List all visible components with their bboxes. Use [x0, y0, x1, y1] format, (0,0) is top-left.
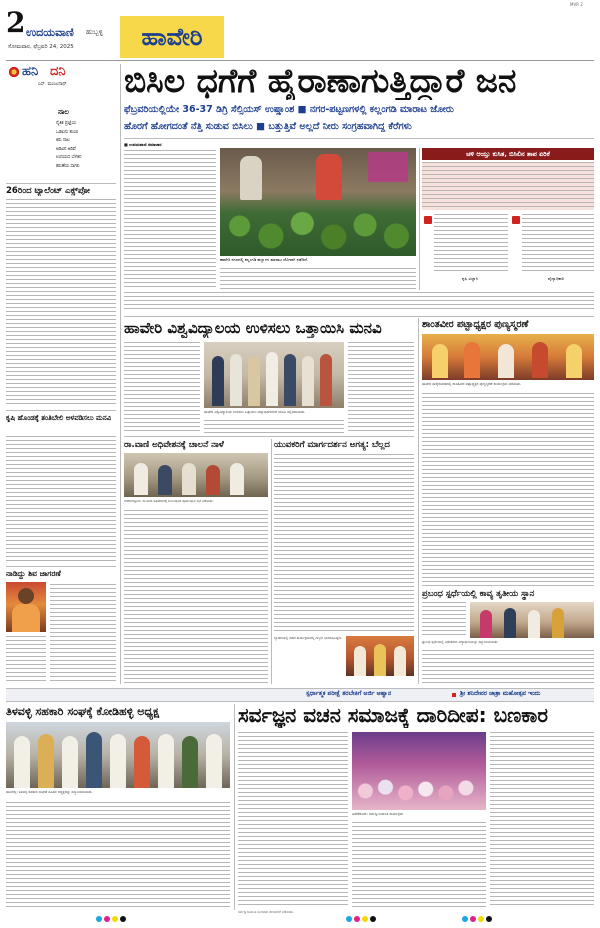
- memorandum-group-photo: [204, 342, 344, 408]
- poem-title: ನಾಲ: [58, 108, 69, 116]
- sarvajna-caption-1: ಹಿರೇಕೆರೂರು: ಸರ್ವಜ್ಞ ಜಯಂತಿ ಕಾರ್ಯಕ್ರಮ: [352, 812, 404, 816]
- sarvajna-jayanti-photo: [352, 732, 486, 810]
- poem-body: [56, 120, 116, 171]
- poem-line: ನೈತಿಕ ಪ್ರಜ್ಞೆಯ: [56, 121, 77, 126]
- adhiveshana-caption: ರಾಣೇಬೆನ್ನೂರು: ರಾ.ವಾಣಿ ಅಧಿವೇಶನಕ್ಕೆ ಸಂಬಂಧಿಸಿದ ಪೂರ್ವಭಾವಿ ಸಭೆ ನಡೆಯಿತು.: [124, 499, 214, 503]
- adhiveshana-headline: ರಾ.ವಾಣಿ ಅಧಿವೇಶನಕ್ಕೆ ಚಾಲನೆ ನಾಳೆ: [124, 440, 224, 450]
- quote-text: [434, 214, 508, 274]
- poem-line: ಉದಯದ ಬೆಳಕಿನ: [56, 155, 82, 160]
- divider: [422, 585, 594, 586]
- info-box-body: [422, 162, 594, 210]
- corner-tag: MVR 2: [570, 2, 583, 7]
- essay-contest-headline: ಪ್ರಬಂಧ ಸ್ಪರ್ಧೆಯಲ್ಲಿ ಕಾವ್ಯ ತೃತೀಯ ಸ್ಥಾನ: [422, 589, 535, 599]
- cooperative-headline: ತಿಳವಳ್ಳಿ ಸಹಕಾರಿ ಸಂಘಕ್ಕೆ ಕೋಡಿಹಳ್ಳಿ ಅಧ್ಯಕ್ಷ: [6, 705, 160, 718]
- date-line: ಸೋಮವಾರ, ಫೆಬ್ರವರಿ 24, 2025: [8, 44, 74, 50]
- poem-line: ಕಿರು ನಾಲ: [56, 138, 70, 143]
- article-body: [124, 342, 200, 432]
- hani-label: ಹನಿ: [22, 64, 39, 79]
- article-body: [6, 199, 116, 407]
- registration-dot: [96, 916, 102, 922]
- article-body: [422, 393, 594, 583]
- left-headline-farm-pond: ಕೃಷಿ ಹೊಂಡಕ್ಕೆ ತಂತಿಬೇಲಿ ಅಳವಡಿಸಲು ಮನವಿ: [6, 414, 112, 422]
- info-box: [422, 148, 594, 290]
- column-rule: [120, 64, 121, 684]
- sarvajna-caption-2: ಸರ್ವಜ್ಞ ಜಯಂತಿ ಅಂಗವಾಗಿ ಮೆರವಣಿಗೆ ನಡೆಯಿತು.: [238, 910, 294, 914]
- masthead: [0, 0, 600, 62]
- youth-guidance-headline: ಯುವಕರಿಗೆ ಮಾರ್ಗದರ್ಶನ ಅಗತ್ಯ: ಬೆಲ್ಲದ: [274, 440, 390, 450]
- registration-dot: [362, 916, 368, 922]
- cooperative-caption: ಹಾನಗಲ್ಲ: ತಿಳವಳ್ಳಿ ಸಹಕಾರಿ ಸಂಘದ ನೂತನ ಅಧ್ಯಕ್ಷರನ್ನು ಸನ್ಮಾನಿಸಲಾಯಿತು.: [6, 790, 93, 794]
- main-deck-1: ಫೆಬ್ರವರಿಯಲ್ಲಿಯೇ 36-37 ಡಿಗ್ರಿ ಸೆಲ್ಸಿಯಸ್ ಉಷ್ಣಾಂಶ ■ ನಗರ-ಪಟ್ಟಣಗಳಲ್ಲಿ ಕಲ್ಲಂಗಡಿ ಮಾರಾಟ ಜೋರು: [124, 104, 454, 115]
- ticker-item: ಸ್ಪರ್ಧಾತ್ಮಕ ಪರೀಕ್ಷೆ ತರಬೇತಿಗೆ ಅರ್ಜಿ ಆಹ್ವಾನ: [306, 690, 392, 697]
- essay-contest-photo: [470, 602, 594, 638]
- main-photo-caption: ಹಾವೇರಿ ನಗರದಲ್ಲಿ ಕಲ್ಲಂಗಡಿ ಹಣ್ಣುಗಳ ಮಾರಾಟ ಜೋರಾಗಿ ನಡೆದಿದೆ.: [220, 258, 309, 262]
- article-body: [204, 420, 344, 434]
- ticker-item: ಶ್ರೀ ಶನಿದೇವರ ಜಾತ್ರಾ ಮಹೋತ್ಸವ ಇಂದು: [460, 690, 541, 697]
- quote-author: ವೈದ್ಯಾಧಿಕಾರಿ: [548, 276, 564, 281]
- article-body: [220, 268, 416, 290]
- left-headline-talent-expo: 26ರಿಂದ ಟ್ಯಾಲೆಂಟ್ ಎಕ್ಸ್‌ಪೋ: [6, 186, 90, 196]
- registration-dot: [112, 916, 118, 922]
- dani-label: ದನಿ: [50, 64, 66, 79]
- hani-dani-author: ಎಸ್. ಮಂಜುನಾಥ್: [38, 82, 67, 87]
- main-headline: ಬಿಸಿಲ ಧಗೆಗೆ ಹೈರಾಣಾಗುತ್ತಿದ್ದಾರೆ ಜನ: [124, 62, 517, 100]
- hani-dani-box: [6, 64, 116, 182]
- quote-text: [522, 214, 594, 274]
- column-rule: [419, 148, 420, 290]
- registration-dot: [478, 916, 484, 922]
- column-rule: [234, 704, 235, 910]
- ticker-bullet-icon: [452, 693, 456, 697]
- divider: [124, 138, 594, 139]
- registration-dot: [354, 916, 360, 922]
- registration-dot: [370, 916, 376, 922]
- article-body: [422, 602, 466, 638]
- article-body: [50, 584, 116, 684]
- seer-portrait-photo: [6, 582, 46, 632]
- left-headline-shivajagarane: ನಾಡಿದ್ದು ಶಿವ ಜಾಗರಣೆ: [6, 569, 61, 578]
- registration-dot: [120, 916, 126, 922]
- article-body: [348, 342, 414, 432]
- flower-icon: [8, 66, 20, 78]
- article-body: [238, 732, 348, 908]
- divider: [6, 183, 116, 184]
- cooperative-felicitation-photo: [6, 722, 230, 788]
- registration-dot: [470, 916, 476, 922]
- youth-event-caption: ಬ್ಯಾಡಗಿಯಲ್ಲಿ ನಡೆದ ಕಾರ್ಯಕ್ರಮದಲ್ಲಿ ಗಣ್ಯರು ಭಾಗವಹಿಸಿದ್ದರು.: [274, 636, 343, 640]
- mutt-event-photo: [422, 334, 594, 380]
- punyasmarane-headline: ಶಾಂತವೀರ ಪಟ್ಟಾಧ್ಯಕ್ಷರ ಪುಣ್ಯಸ್ಮರಣೆ: [422, 319, 529, 330]
- quote-icon: [512, 216, 520, 224]
- ticker-strip: [6, 688, 594, 702]
- info-box-title: ಚಳಿ ಆಯ್ತು ಕುಸಿತ, ಬಿಸಿಲಿನ ತಾಪ ಏರಿಕೆ: [422, 148, 594, 160]
- edition-tag: ಹುಬ್ಬಳ್ಳಿ: [86, 28, 103, 36]
- article-body: [124, 292, 594, 312]
- registration-dot: [486, 916, 492, 922]
- registration-dot: [104, 916, 110, 922]
- article-body: [6, 436, 116, 564]
- district-name: ಹಾವೇರಿ: [141, 23, 203, 51]
- poem-line: ಒಡಲನು ತುಂಬಿ: [56, 129, 78, 135]
- divider: [6, 410, 116, 411]
- essay-contest-caption: ಪ್ರಬಂಧ ಸ್ಪರ್ಧೆಯಲ್ಲಿ ವಿಜೇತರಾದ ವಿದ್ಯಾರ್ಥಿನಿಯನ್ನು ಸನ್ಮಾನಿಸಲಾಯಿತು.: [422, 640, 499, 644]
- paper-name: ಉದಯವಾಣಿ: [26, 26, 74, 39]
- main-deck-2: ಹೊರಗೆ ಹೋಗದಂತೆ ನೆತ್ತಿ ಸುಡುವ ಬಿಸಿಲು ■ ಬತ್ತುತ್ತಿವೆ ಅಲ್ಲದೆ ನೀರು ಸಂಗ್ರಹವಾಗಿದ್ದ ಕೆರೆಗಳು: [124, 121, 412, 132]
- university-headline: ಹಾವೇರಿ ವಿಶ್ವವಿದ್ಯಾಲಯ ಉಳಿಸಲು ಒತ್ತಾಯಿಸಿ ಮನವಿ: [124, 319, 382, 337]
- meeting-photo: [124, 453, 268, 497]
- poem-line: ಕರುಣೆಯ ಸಾಗಲಿ: [56, 163, 80, 169]
- column-rule: [418, 318, 419, 684]
- article-body: [274, 454, 414, 634]
- article-body: [352, 822, 486, 908]
- article-body: [490, 732, 594, 908]
- punyasmarane-caption: ಹಾವೇರಿ ಹುಕ್ಕೇರಿಮಠದಲ್ಲಿ ಶಾಂತವೀರ ಪಟ್ಟಾಧ್ಯಕ್ಷರ ಪುಣ್ಯಸ್ಮರಣೆ ಕಾರ್ಯಕ್ರಮ ನಡೆಯಿತು.: [422, 382, 522, 386]
- youth-event-photo: [346, 636, 414, 676]
- article-body: [124, 150, 216, 290]
- divider: [124, 316, 594, 317]
- divider: [6, 566, 116, 567]
- article-body: [6, 636, 46, 684]
- column-rule: [271, 439, 272, 684]
- page-number: 2: [6, 6, 26, 39]
- article-body: [124, 510, 268, 684]
- article-body: [6, 802, 230, 908]
- sarvajna-headline: ಸರ್ವಜ್ಞನ ವಚನ ಸಮಾಜಕ್ಕೆ ದಾರಿದೀಪ: ಬಣಕಾರ: [238, 703, 548, 727]
- registration-dot: [346, 916, 352, 922]
- divider: [124, 436, 414, 437]
- quote-icon: [424, 216, 432, 224]
- district-banner: [120, 16, 224, 58]
- main-byline: ■ ಉದಯವಾಣಿ ಸಮಾಚಾರ: [124, 142, 162, 147]
- watermelon-stall-photo: [220, 148, 416, 256]
- university-caption: ಹಾವೇರಿ ವಿಶ್ವವಿದ್ಯಾಲಯ ಉಳಿಸಲು ಒತ್ತಾಯಿಸಿ ಜಿಲ್ಲಾಧಿಕಾರಿಗಳಿಗೆ ಮನವಿ ಸಲ್ಲಿಸಲಾಯಿತು.: [204, 410, 306, 414]
- masthead-divider: [6, 60, 594, 61]
- poem-line: ಅರಿವಿನ ಅರಿವೆ: [56, 146, 76, 152]
- quote-author: ಕೃಷಿ ವಿಜ್ಞಾನಿ: [462, 276, 478, 281]
- article-body: [422, 650, 594, 684]
- registration-dot: [462, 916, 468, 922]
